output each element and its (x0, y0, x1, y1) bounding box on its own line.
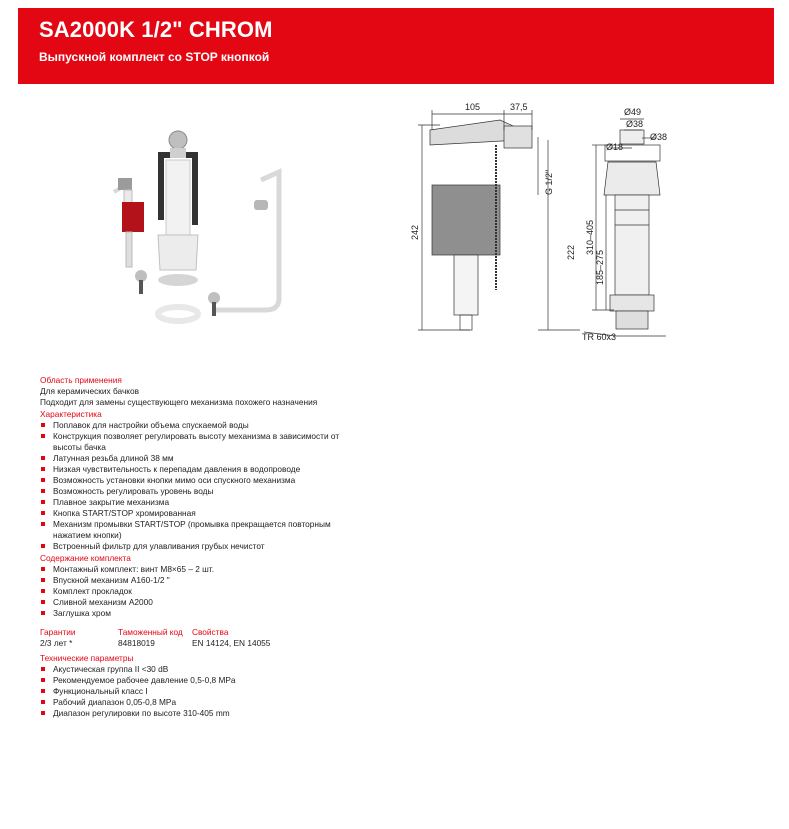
features-list (40, 420, 420, 552)
contents-list (40, 564, 420, 619)
list-item: Кнопка START/STOP хромированная (40, 508, 420, 519)
dim-d18: Ø18 (606, 142, 624, 152)
list-item: Диапазон регулировки по высоте 310-405 mm (40, 708, 420, 719)
props-heading: Свойства (192, 627, 229, 637)
list-item: высоты бачка (53, 442, 106, 452)
list-item: Заглушка хром (40, 608, 420, 619)
product-image (96, 120, 311, 335)
props-value: EN 14124, EN 14055 (192, 638, 271, 648)
list-item: Встроенный фильтр для улавливания грубых нечистот (40, 541, 420, 552)
list-item: Возможность установки кнопки мимо оси спускного механизма (40, 475, 420, 486)
list-item: Конструкция позволяет регулировать высоту механизма в зависимости от (40, 431, 420, 442)
tech-heading: Технические параметры (40, 653, 134, 663)
tech-list (40, 664, 420, 719)
warranty-heading: Гарантии (40, 627, 76, 637)
product-title: SA2000K 1/2" CHROM (39, 17, 273, 42)
list-item: Поплавок для настройки объема спускаемой воды (40, 420, 420, 431)
list-item: Впускной механизм A160-1/2 " (40, 575, 420, 586)
dim-242: 242 (410, 224, 420, 240)
dim-d38b: Ø38 (650, 132, 668, 142)
product-subtitle: Выпускной комплект со STOP кнопкой (39, 50, 270, 64)
application-line: Для керамических бачков (40, 386, 140, 396)
contents-heading: Содержание комплекта (40, 553, 131, 563)
list-item: Низкая чувствительность к перепадам давления в водопроводе (40, 464, 420, 475)
dim-310-405: 310–405 (585, 219, 595, 255)
dim-tr: TR 60x3 (582, 332, 617, 342)
list-item: Рабочий диапазон 0,05-0,8 MPa (40, 697, 420, 708)
list-item: Плавное закрытие механизма (40, 497, 420, 508)
dim-g12: G 1/2" (544, 169, 554, 195)
list-item: Комплект прокладок (40, 586, 420, 597)
meta-headings (40, 627, 420, 638)
dim-d38a: Ø38 (626, 119, 644, 129)
title-banner (18, 8, 774, 84)
spec-text (40, 374, 420, 719)
application-line: Подходит для замены существующего механизма похожего назначения (40, 397, 318, 407)
list-item: Возможность регулировать уровень воды (40, 486, 420, 497)
dim-37-5: 37,5 (510, 102, 528, 112)
list-item: Акустическая группа II <30 dB (40, 664, 420, 675)
list-item: Монтажный комплект: винт M8×65 – 2 шт. (40, 564, 420, 575)
dim-105: 105 (465, 102, 481, 112)
list-item: Сливной механизм A2000 (40, 597, 420, 608)
list-item: нажатием кнопки) (53, 530, 122, 540)
list-item: Латунная резьба длиной 38 мм (40, 453, 420, 464)
meta-values (40, 638, 420, 649)
list-item: Рекомендуемое рабочее давление 0,5-0,8 MPa (40, 675, 420, 686)
list-item: Механизм промывки START/STOP (промывка прекращается повторным (40, 519, 420, 530)
customs-heading: Таможенный код (118, 627, 183, 637)
features-heading: Характеристика (40, 409, 102, 419)
warranty-value: 2/3 лет * (40, 638, 73, 648)
technical-drawing (410, 100, 680, 345)
list-item: Функциональный класс I (40, 686, 420, 697)
dim-222: 222 (566, 244, 576, 260)
dim-d49: Ø49 (624, 107, 642, 117)
application-heading: Область применения (40, 375, 122, 385)
customs-value: 84818019 (118, 638, 155, 648)
dim-185-275: 185–275 (595, 249, 605, 285)
